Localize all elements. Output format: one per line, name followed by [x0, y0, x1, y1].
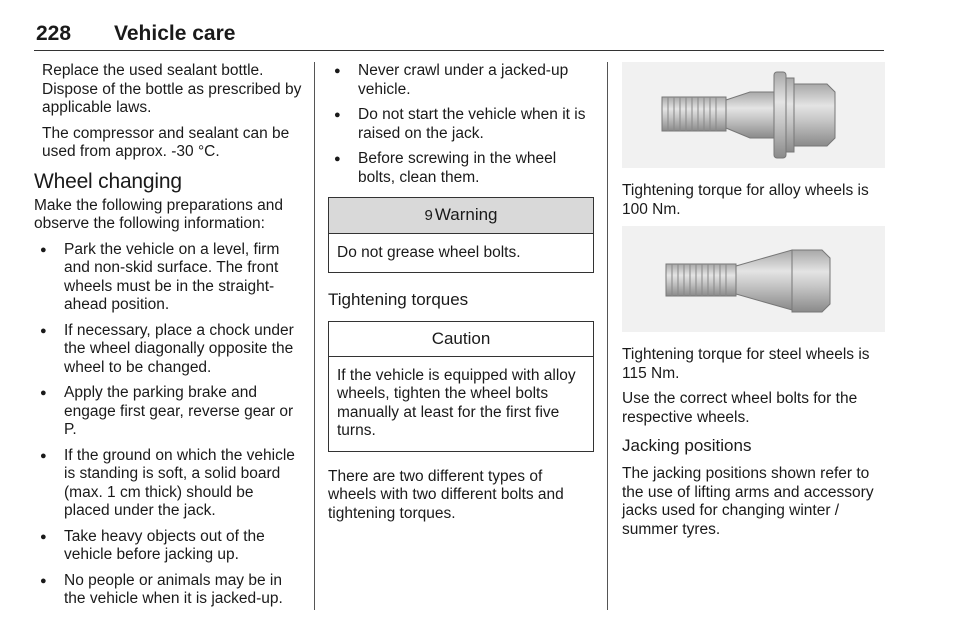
caution-text: If the vehicle is equipped with alloy wheels, tighten the wheel bolts manually at least for the first five turns. — [337, 366, 576, 439]
paragraph: The compressor and sealant can be used from approx. -30 °C. — [42, 124, 290, 160]
list-item: ● Before screwing in the wheel bolts, clean them. — [328, 150, 594, 187]
section-heading: Jacking positions — [622, 436, 752, 455]
column-divider — [314, 62, 315, 610]
list-item: ● If the ground on which the vehicle is standing is soft, a solid board (max. 1 cm thick) should be placed under the jack. — [34, 447, 302, 521]
list-item: ● No people or animals may be in the vehicle when it is jacked-up. — [34, 572, 302, 609]
paragraph: Use the correct wheel bolts for the respective wheels. — [622, 390, 858, 426]
section-heading: Tightening torques — [328, 290, 469, 309]
warning-box — [328, 197, 594, 273]
column-right — [622, 62, 885, 546]
list-item: ● Take heavy objects out of the vehicle before jacking up. — [34, 528, 302, 565]
list-item: ● Park the vehicle on a level, firm and non-skid surface. The front wheels must be in the straight-ahead position. — [34, 241, 302, 315]
alloy-torque-caption: Tightening torque for alloy wheels is 100 Nm. — [622, 182, 869, 218]
paragraph: Make the following preparations and observe the following information: — [34, 196, 284, 232]
caution-header: Caution — [329, 322, 593, 357]
warning-header — [329, 198, 593, 234]
list-item: ● Never crawl under a jacked-up vehicle. — [328, 62, 594, 99]
paragraph: The jacking positions shown refer to the use of lifting arms and accessory jacks used for changing winter / summer tyres. — [622, 465, 874, 538]
column-divider — [607, 62, 608, 610]
warning-text: Do not grease wheel bolts. — [337, 243, 521, 261]
warning-title: Warning — [434, 205, 498, 224]
caution-box — [328, 321, 594, 452]
column-left — [34, 62, 302, 616]
section-heading: Wheel changing — [34, 169, 182, 193]
steel-wheel-bolt-image — [622, 226, 885, 332]
list-item: ● If necessary, place a chock under the wheel diagonally opposite the wheel to be changed. — [34, 322, 302, 378]
alloy-wheel-bolt-image — [622, 62, 885, 168]
column-middle — [328, 62, 594, 530]
page-title: Vehicle care — [114, 22, 236, 45]
page-number: 228 — [36, 22, 72, 45]
bullet-list — [34, 241, 302, 609]
steel-torque-caption: Tightening torque for steel wheels is 115 Nm. — [622, 346, 870, 382]
paragraph: Replace the used sealant bottle. Dispose of the bottle as prescribed by applicable laws. — [42, 62, 302, 116]
page-header — [34, 22, 884, 51]
list-item: ● Do not start the vehicle when it is raised on the jack. — [328, 106, 594, 143]
bullet-list — [328, 62, 594, 187]
list-item: ● Apply the parking brake and engage first gear, reverse gear or P. — [34, 384, 302, 440]
warning-triangle-icon: 9 — [424, 207, 433, 224]
paragraph: There are two different types of wheels with two different bolts and tightening torques. — [328, 467, 564, 522]
